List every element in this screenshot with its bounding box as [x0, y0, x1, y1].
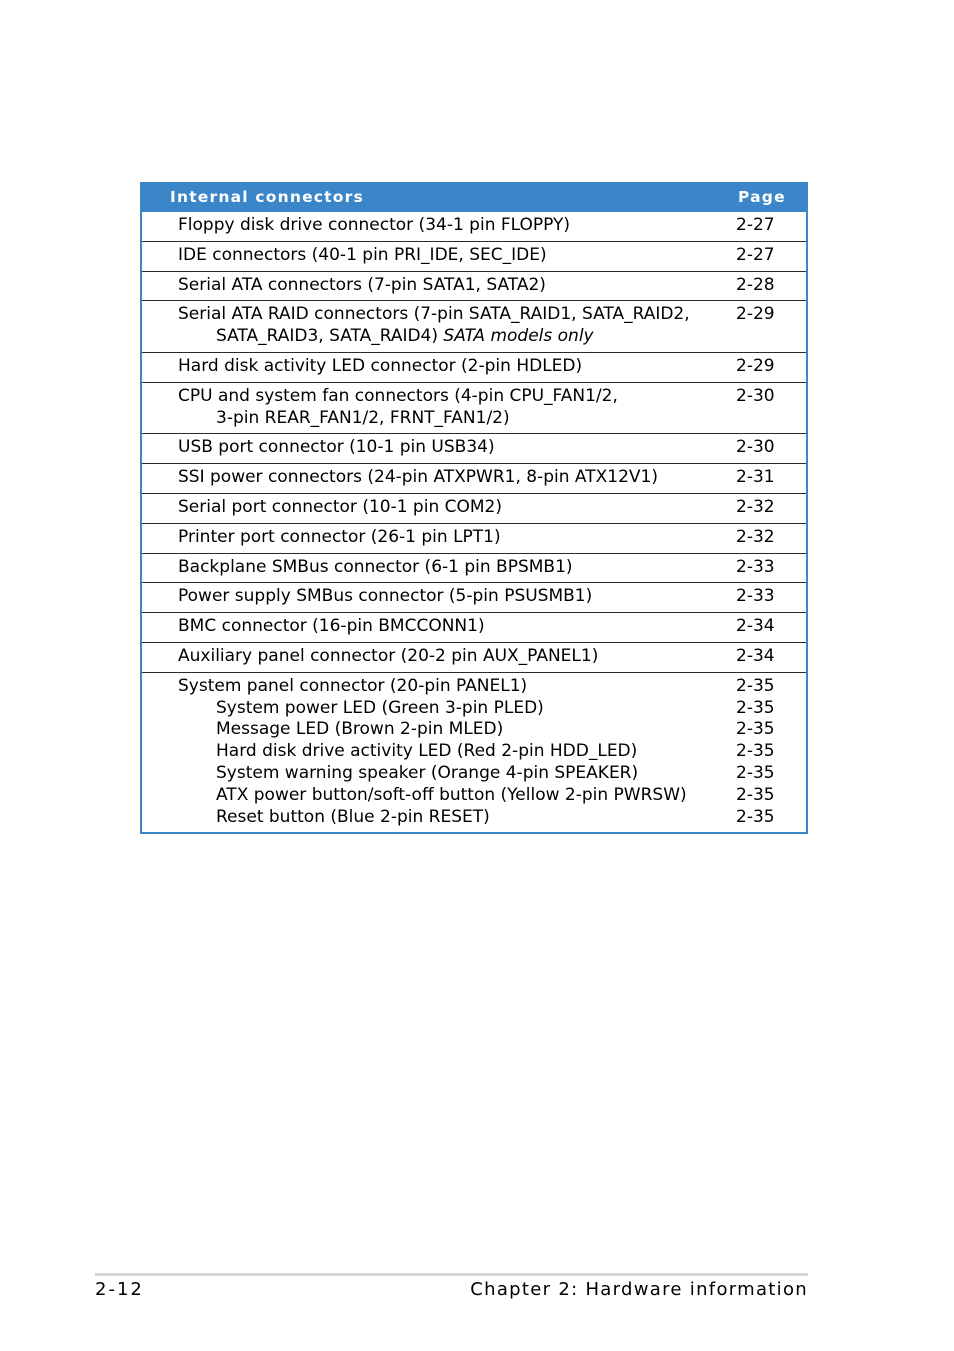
connector-cell: [142, 676, 736, 829]
connector-text: Hard disk activity LED connector (2-pin HDLED): [178, 355, 583, 376]
page-cell: [736, 586, 806, 608]
table-row: [142, 352, 806, 382]
connector-text: Printer port connector (26-1 pin LPT1): [178, 526, 501, 547]
connector-cell: [142, 527, 736, 549]
page-reference: 2-35: [736, 719, 775, 740]
connector-cell: [142, 304, 736, 348]
page-reference: 2-29: [736, 355, 775, 376]
connector-subline: [178, 719, 736, 741]
connector-name: [178, 616, 736, 638]
page-reference: 2-35: [736, 697, 775, 718]
connector-cell: [142, 437, 736, 459]
connector-name: [178, 586, 736, 608]
page-reference: 2-29: [736, 304, 775, 325]
table-row: [142, 241, 806, 271]
table-row: [142, 672, 806, 833]
connectors-table: [140, 182, 808, 834]
page-cell: [736, 437, 806, 459]
connector-name: [178, 356, 736, 378]
connector-subline: [178, 807, 736, 829]
page-reference: 2-32: [736, 496, 775, 517]
footer-page-number: 2-12: [95, 1279, 144, 1300]
connector-text: Message LED (Brown 2-pin MLED): [216, 719, 504, 740]
connector-subline: [178, 698, 736, 720]
connector-cell: [142, 245, 736, 267]
page-reference: 2-32: [736, 526, 775, 547]
page-cell: [736, 527, 806, 549]
table-row: [142, 553, 806, 583]
page-reference: 2-33: [736, 586, 775, 607]
page-reference: 2-34: [736, 616, 775, 637]
page-reference: 2-35: [736, 806, 775, 827]
connector-cell: [142, 356, 736, 378]
table-row: [142, 582, 806, 612]
connector-text: Auxiliary panel connector (20-2 pin AUX_PANEL1): [178, 645, 599, 666]
connector-text: System warning speaker (Orange 4-pin SPEAKER): [216, 762, 639, 783]
connector-name: [178, 497, 736, 519]
table-row: [142, 463, 806, 493]
page-reference: 2-33: [736, 556, 775, 577]
page-cell: [736, 304, 806, 348]
connector-text: ATX power button/soft-off button (Yellow 2-pin PWRSW): [216, 784, 687, 805]
connector-text: Serial port connector (10-1 pin COM2): [178, 496, 502, 517]
connector-text: System power LED (Green 3-pin PLED): [216, 697, 544, 718]
connector-name: [178, 275, 736, 297]
connector-text: 3-pin REAR_FAN1/2, FRNT_FAN1/2): [216, 407, 510, 428]
connector-text: Power supply SMBus connector (5-pin PSUSMB1): [178, 586, 593, 607]
connector-cell: [142, 215, 736, 237]
connector-text: Floppy disk drive connector (34-1 pin FLOPPY): [178, 215, 571, 235]
page-cell: [736, 467, 806, 489]
page-cell: [736, 676, 806, 829]
page-cell: [736, 275, 806, 297]
connector-name: [178, 676, 736, 698]
page-reference: 2-35: [736, 762, 775, 783]
connector-subline: [178, 763, 736, 785]
connector-name: [178, 304, 736, 326]
connector-cell: [142, 557, 736, 579]
table-row: [142, 271, 806, 301]
connector-cell: [142, 386, 736, 430]
table-row: [142, 212, 806, 241]
connector-text: Serial ATA RAID connectors (7-pin SATA_RAID1, SATA_RAID2,: [178, 304, 690, 325]
table-row: [142, 523, 806, 553]
connector-text: Hard disk drive activity LED (Red 2-pin HDD_LED): [216, 741, 638, 762]
connector-text: Reset button (Blue 2-pin RESET): [216, 806, 490, 827]
page-reference: 2-34: [736, 645, 775, 666]
page-reference: 2-31: [736, 467, 775, 488]
header-internal-connectors: Internal connectors: [170, 188, 364, 206]
connector-text: IDE connectors (40-1 pin PRI_IDE, SEC_IDE): [178, 244, 547, 265]
table-row: [142, 642, 806, 672]
page-reference: 2-27: [736, 215, 775, 235]
table-row: [142, 612, 806, 642]
connector-text: System panel connector (20-pin PANEL1): [178, 675, 528, 696]
connector-text: USB port connector (10-1 pin USB34): [178, 437, 495, 458]
connector-cell: [142, 616, 736, 638]
page-cell: [736, 386, 806, 430]
connector-text: Serial ATA connectors (7-pin SATA1, SATA2): [178, 274, 546, 295]
model-note: SATA models only: [443, 326, 594, 347]
connector-name: [178, 386, 736, 408]
page-cell: [736, 356, 806, 378]
page-cell: [736, 616, 806, 638]
page-cell: [736, 215, 806, 237]
connector-name: [178, 646, 736, 668]
page-cell: [736, 497, 806, 519]
page-reference: 2-30: [736, 437, 775, 458]
table-row: [142, 300, 806, 352]
table-header: [140, 182, 808, 212]
page-reference: 2-35: [736, 675, 775, 696]
connector-text: BMC connector (16-pin BMCCONN1): [178, 616, 485, 637]
connector-subline: [178, 408, 736, 430]
page-reference: 2-35: [736, 784, 775, 805]
connector-subline: [178, 785, 736, 807]
footer-chapter-title: Chapter 2: Hardware information: [470, 1279, 808, 1300]
table-row: [142, 493, 806, 523]
table-body: [142, 212, 806, 832]
connector-text: SATA_RAID3, SATA_RAID4): [216, 326, 439, 347]
connector-name: [178, 245, 736, 267]
connector-name: [178, 215, 736, 237]
page-cell: [736, 646, 806, 668]
page-cell: [736, 557, 806, 579]
connector-cell: [142, 275, 736, 297]
connector-subline: [178, 326, 736, 348]
page-reference: 2-28: [736, 274, 775, 295]
page-reference: 2-30: [736, 385, 775, 406]
table-row: [142, 433, 806, 463]
page-cell: [736, 245, 806, 267]
page-reference: 2-35: [736, 741, 775, 762]
footer-divider: [95, 1273, 808, 1276]
connector-cell: [142, 646, 736, 668]
connector-cell: [142, 497, 736, 519]
header-page: Page: [738, 188, 786, 206]
connector-name: [178, 437, 736, 459]
table-row: [142, 382, 806, 434]
page-reference: 2-27: [736, 244, 775, 265]
connector-name: [178, 467, 736, 489]
connector-cell: [142, 467, 736, 489]
connector-text: SSI power connectors (24-pin ATXPWR1, 8-pin ATX12V1): [178, 467, 658, 488]
connector-subline: [178, 741, 736, 763]
connector-text: Backplane SMBus connector (6-1 pin BPSMB1): [178, 556, 573, 577]
connector-cell: [142, 586, 736, 608]
connector-text: CPU and system fan connectors (4-pin CPU_FAN1/2,: [178, 385, 618, 406]
connector-name: [178, 527, 736, 549]
connector-name: [178, 557, 736, 579]
